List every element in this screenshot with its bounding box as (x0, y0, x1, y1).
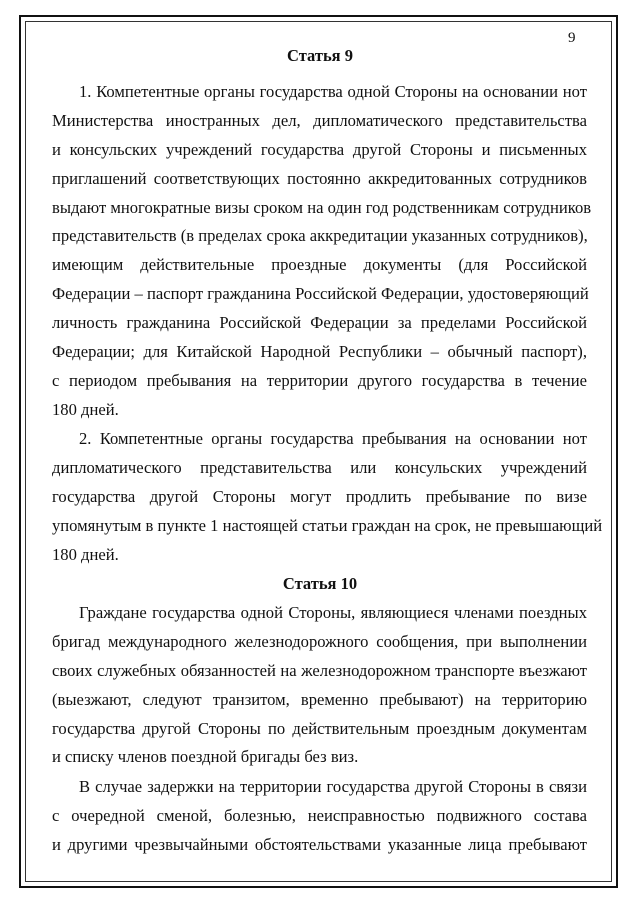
text-line: и списку членов поездной бригады без виз. (52, 747, 359, 767)
text-line: Министерства иностранных дел, дипломатического представительства (52, 110, 587, 130)
text-line: Федерации – паспорт гражданина Российской Федерации, удостоверяющий (52, 284, 589, 304)
text-line: представительств (в пределах срока аккредитации указанных сотрудников), (52, 226, 588, 246)
article-9-paragraph-1 (52, 78, 592, 425)
text-line: имеющим действительные проездные документы (для Российской (52, 255, 587, 275)
text-line: государства другой Стороны по действительным проездным документам (52, 718, 587, 738)
text-line: 180 дней. (52, 399, 119, 419)
text-line: упомянутым в пункте 1 настоящей статьи граждан на срок, не превышающий (52, 515, 603, 535)
text-line: государства другой Стороны могут продлить пребывание по визе (52, 486, 587, 506)
text-line: Граждане государства одной Стороны, являющиеся членами поездных (79, 603, 587, 622)
text-line: и консульских учреждений государства другой Стороны и письменных (52, 139, 587, 159)
article-9-heading: Статья 9 (287, 46, 353, 65)
article-10-paragraph-2 (52, 773, 587, 860)
text-line: своих служебных обязанностей на железнодорожном транспорте въезжают (52, 660, 587, 680)
text-line: 2. Компетентные органы государства пребывания на основании нот (79, 429, 587, 448)
text-line: с периодом пребывания на территории другого государства в течение (52, 370, 587, 390)
text-line: 1. Компетентные органы государства одной Стороны на основании нот (79, 82, 587, 101)
text-line: В случае задержки на территории государства другой Стороны в связи (79, 777, 587, 796)
text-line: приглашений соответствующих постоянно аккредитованных сотрудников (52, 168, 587, 188)
page-number: 9 (568, 30, 576, 46)
article-9-paragraph-2 (52, 425, 603, 569)
text-line: выдают многократные визы сроком на один год родственникам сотрудников (52, 197, 592, 217)
text-line: с очередной сменой, болезнью, неисправностью подвижного состава (52, 805, 587, 825)
text-line: Федерации; для Китайской Народной Республики – обычный паспорт), (52, 342, 587, 362)
text-line: 180 дней. (52, 544, 119, 564)
text-line: и другими чрезвычайными обстоятельствами указанные лица пребывают (52, 834, 587, 854)
text-line: (выезжают, следуют транзитом, временно пребывают) на территорию (52, 689, 587, 709)
article-10-paragraph-1 (52, 599, 587, 772)
text-line: личность гражданина Российской Федерации за пределами Российской (52, 313, 587, 333)
article-10-heading: Статья 10 (282, 574, 358, 593)
text-line: дипломатического представительства или консульских учреждений (52, 457, 587, 477)
text-line: бригад международного железнодорожного сообщения, при выполнении (52, 631, 587, 651)
